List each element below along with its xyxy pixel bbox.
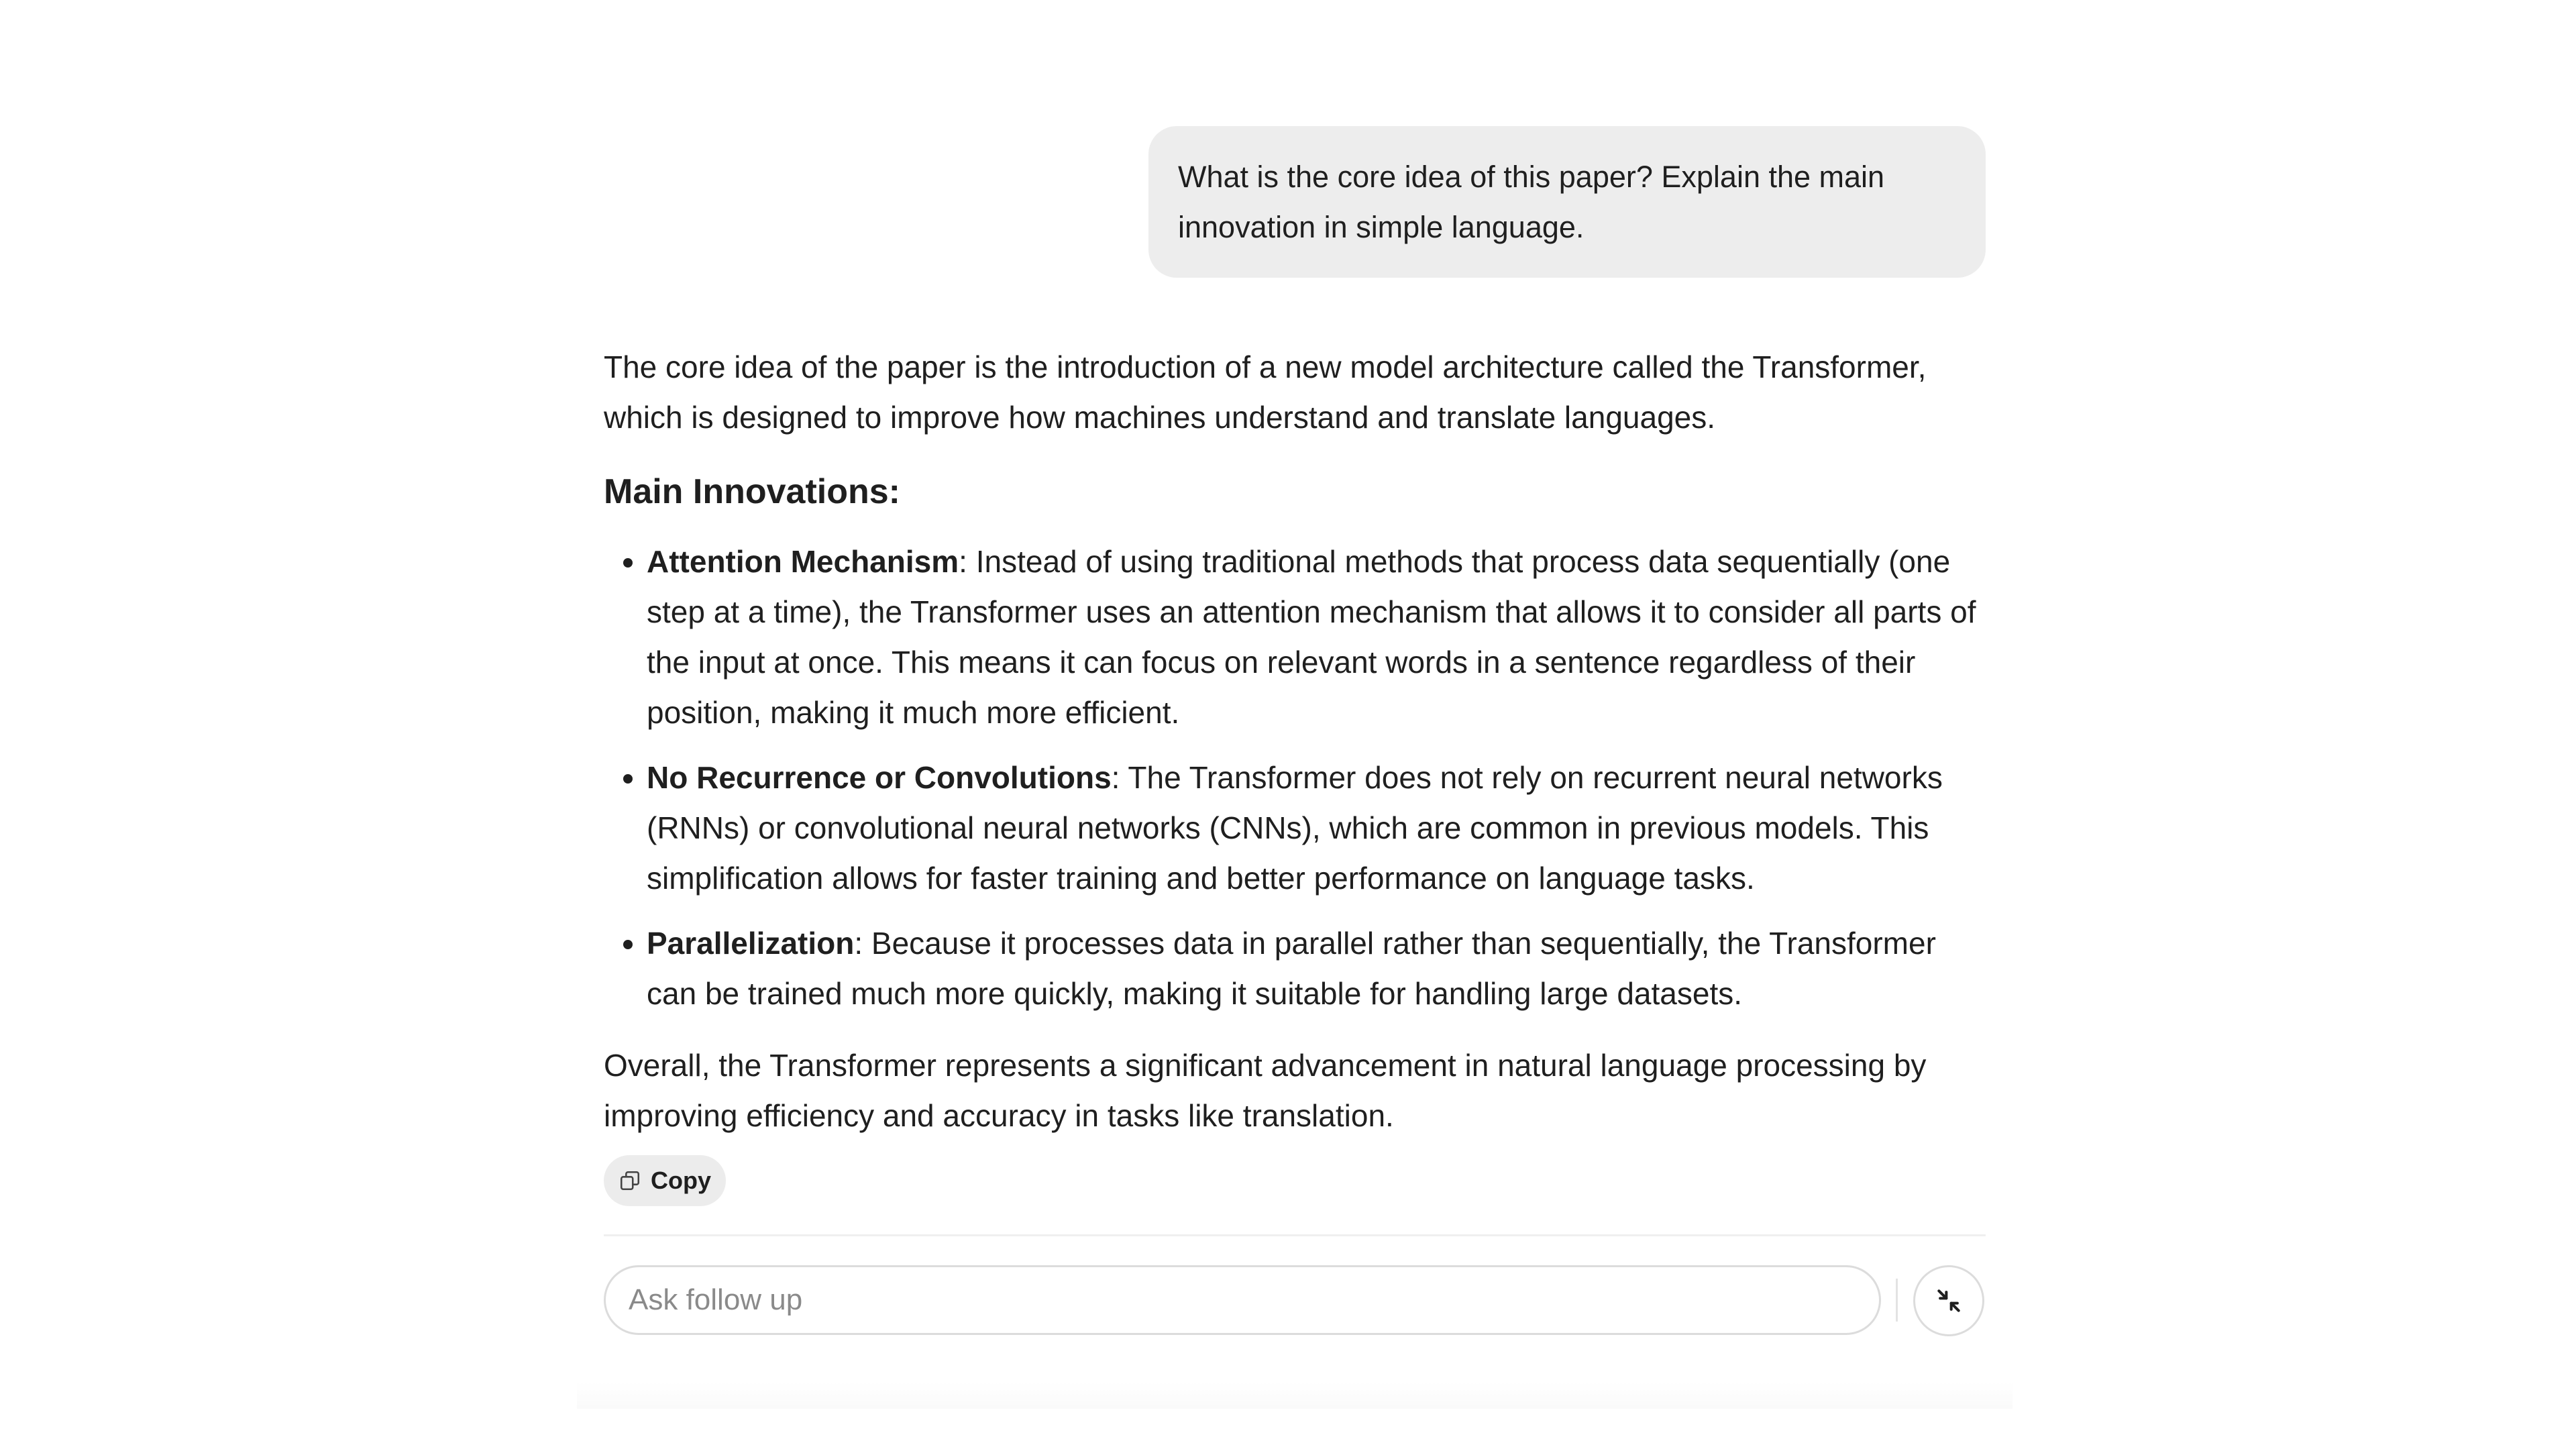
collapse-icon — [1934, 1286, 1964, 1316]
copy-button-label: Copy — [651, 1167, 711, 1194]
list-item-title: No Recurrence or Convolutions — [647, 760, 1112, 795]
user-message-text: What is the core idea of this paper? Explain the main innovation in simple language. — [1178, 160, 1885, 244]
list-item — [647, 537, 1986, 738]
composer-divider — [604, 1234, 1986, 1236]
input-separator — [1896, 1279, 1898, 1322]
assistant-answer — [604, 342, 1986, 1141]
list-item — [647, 918, 1986, 1019]
chat-column — [604, 0, 1986, 1449]
list-item-title: Attention Mechanism — [647, 544, 959, 579]
list-item — [647, 753, 1986, 904]
list-item-text: : The Transformer does not rely on recurrent neural networks (RNNs) or convolutional neural networks (CNNs), which are common in previous models. This simplification allows for faster training and better performance on language tasks. — [647, 760, 1943, 896]
list-item-text: : Instead of using traditional methods that process data sequentially (one step at a time), the Transformer uses an attention mechanism that allows it to consider all parts of the input at once. This means it can focus on relevant words in a sentence regardless of their position, making it much more efficient. — [647, 544, 1976, 730]
copy-icon — [619, 1169, 641, 1192]
collapse-button[interactable] — [1913, 1265, 1984, 1336]
list-item-text: : Because it processes data in parallel rather than sequentially, the Transformer can be trained much more quickly, making it suitable for handling large datasets. — [647, 926, 1936, 1011]
user-message-bubble — [1148, 126, 1986, 278]
answer-intro: The core idea of the paper is the introduction of a new model architecture called the Transformer, which is designed to improve how machines understand and translate languages. — [604, 350, 1927, 435]
list-item-title: Parallelization — [647, 926, 855, 961]
innovations-list — [604, 537, 1986, 1019]
bottom-fade — [577, 1382, 2012, 1409]
answer-conclusion: Overall, the Transformer represents a significant advancement in natural language processing by improving efficiency and accuracy in tasks like translation. — [604, 1048, 1927, 1133]
answer-heading: Main Innovations: — [604, 472, 900, 511]
copy-button[interactable] — [604, 1155, 726, 1206]
follow-up-input[interactable] — [604, 1265, 1881, 1335]
